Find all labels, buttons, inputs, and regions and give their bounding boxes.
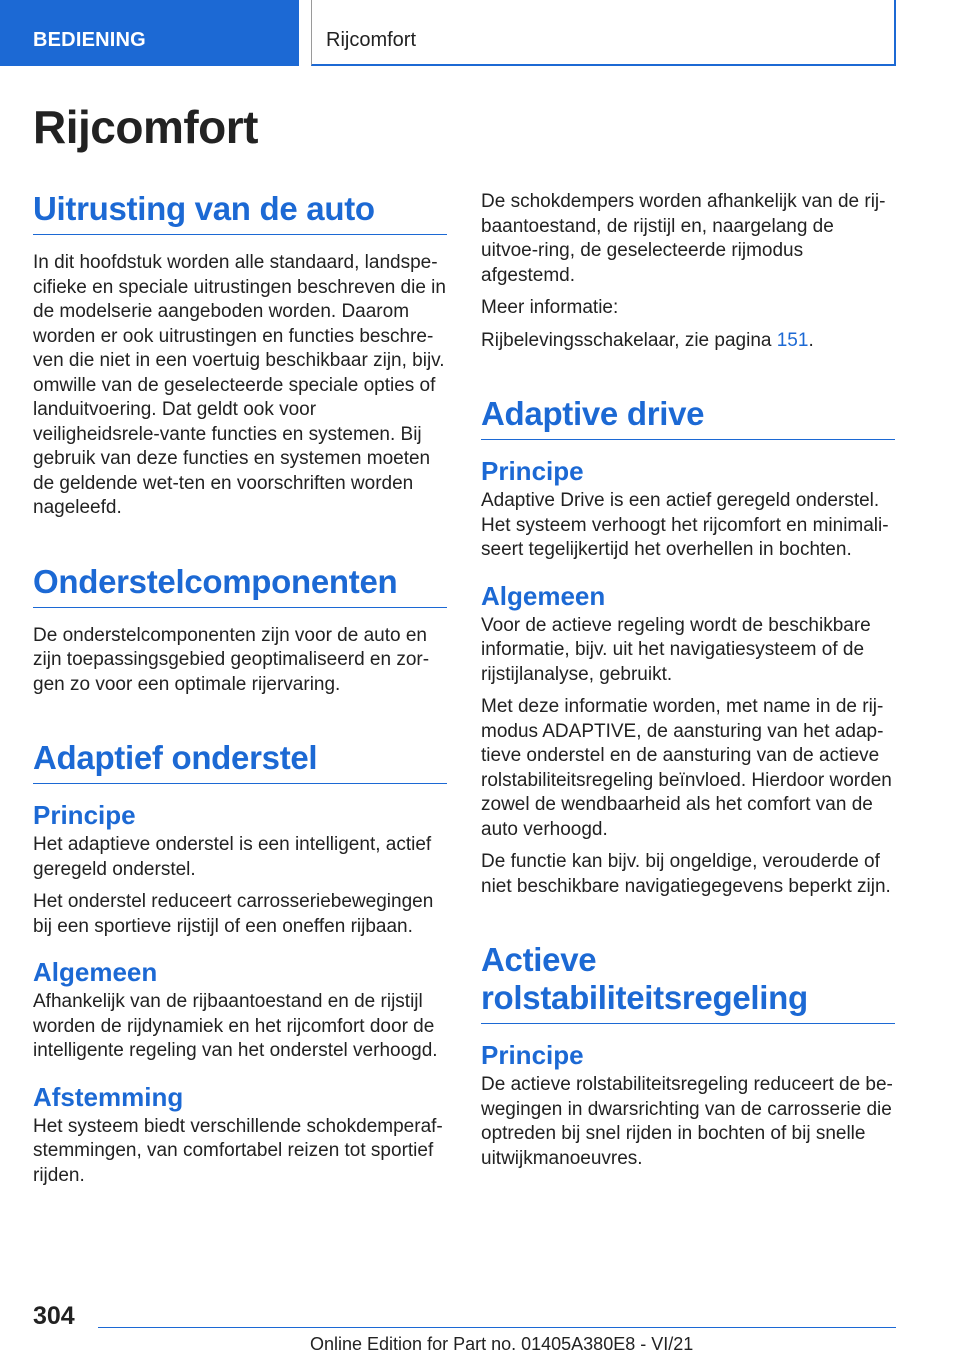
section-heading-active-roll-stabilization: Actieve rolstabiliteitsregeling xyxy=(481,941,895,1024)
subheading-tuning: Afstemming xyxy=(33,1081,184,1112)
paragraph: Het onderstel reduceert carrosseriebewegingen bij een sportieve rijstijl of een oneffen rijbaan. xyxy=(33,891,434,937)
footer-divider xyxy=(98,1327,896,1328)
paragraph: Adaptive Drive is een actief geregeld onderstel. Het systeem verhoogt het rijcomfort en minimali-seert tegelijkertijd het overhellen in bochten. xyxy=(481,490,889,560)
subheading-principle: Principe xyxy=(481,456,584,486)
subheading-principle: Principe xyxy=(481,1040,584,1070)
cross-reference: Rijbelevingsschakelaar, zie pagina 151. xyxy=(481,329,814,351)
paragraph: Afhankelijk van de rijbaantoestand en de rijstijl worden de rijdynamiek en het rijcomfort door de intelligente regeling van het onderstel verhoogd. xyxy=(33,991,438,1061)
chapter-tab xyxy=(311,0,896,66)
subheading-principle: Principe xyxy=(33,800,136,830)
paragraph: Het adaptieve onderstel is een intelligent, actief geregeld onderstel. xyxy=(33,834,432,880)
section-heading-adaptive-suspension: Adaptief onderstel xyxy=(33,739,447,784)
paragraph: Met deze informatie worden, met name in de rij-modus ADAPTIVE, de aansturing van het adap-tieve onderstel en de aansturing van de actieve rolstabiliteitsregeling beïnvloed. Hierdoor worden zowel de wendbaarheid als het comfort van de auto verhoogd. xyxy=(481,696,892,840)
paragraph: Voor de actieve regeling wordt de beschikbare informatie, bijv. uit het navigatiesysteem of de rijstijlanalyse, gebruikt. xyxy=(481,614,871,685)
section-label: BEDIENING xyxy=(33,29,146,51)
section-heading-chassis-components: Onderstelcomponenten xyxy=(33,563,447,608)
paragraph: De actieve rolstabiliteitsregeling reduceert de be-wegingen in dwarsrichting van de carrosserie die optreden bij snel rijden in bochten of bij snelle uitwijkmanoeuvres. xyxy=(481,1074,893,1169)
section-heading-adaptive-drive: Adaptive drive xyxy=(481,395,895,440)
page-link[interactable]: 151 xyxy=(776,329,809,351)
paragraph: De functie kan bijv. bij ongeldige, verouderde of niet beschikbare navigatiegegevens beperkt zijn. xyxy=(481,851,891,897)
subheading-general: Algemeen xyxy=(481,580,606,611)
left-column xyxy=(33,190,447,1196)
chapter-label: Rijcomfort xyxy=(326,29,417,51)
paragraph: Het systeem biedt verschillende schokdemperaf-stemmingen, van comfortabel reizen tot sportief rijden. xyxy=(33,1115,443,1186)
section-heading-equipment: Uitrusting van de auto xyxy=(33,190,447,235)
page-title: Rijcomfort xyxy=(33,101,258,153)
page-header xyxy=(0,0,960,66)
paragraph: De onderstelcomponenten zijn voor de auto en zijn toepassingsgebied geoptimaliseerd en zor-gen zo voor een optimale rijervaring. xyxy=(33,624,430,695)
subheading-general: Algemeen xyxy=(33,957,158,987)
section-tab xyxy=(0,0,299,66)
paragraph: Meer informatie: xyxy=(481,297,619,318)
paragraph: De schokdempers worden afhankelijk van de rij-baantoestand, de rijstijl en, naargelang de uitvoe-ring, de geselecteerde rijmodus afgestemd. xyxy=(481,191,886,286)
page-number: 304 xyxy=(33,1302,75,1330)
edition-note: Online Edition for Part no. 01405A380E8 - VI/21 xyxy=(310,1334,694,1354)
paragraph: In dit hoofdstuk worden alle standaard, landspe-cifieke en speciale uitrustingen beschreven die in de modelserie aangeboden worden. Daarom worden er ook uitrustingen en functies beschre-ven die niet in een voertuig beschikbaar zijn, bijv. omwille van de geselecteerde speciale opties of landuitvoering. Dat geldt ook voor veiligheidsrele-vante functies en systemen. Bij gebruik van deze functies en systemen moeten de geldende wet-ten en voorschriften worden nageleefd. xyxy=(33,252,446,518)
right-column xyxy=(481,190,895,1179)
